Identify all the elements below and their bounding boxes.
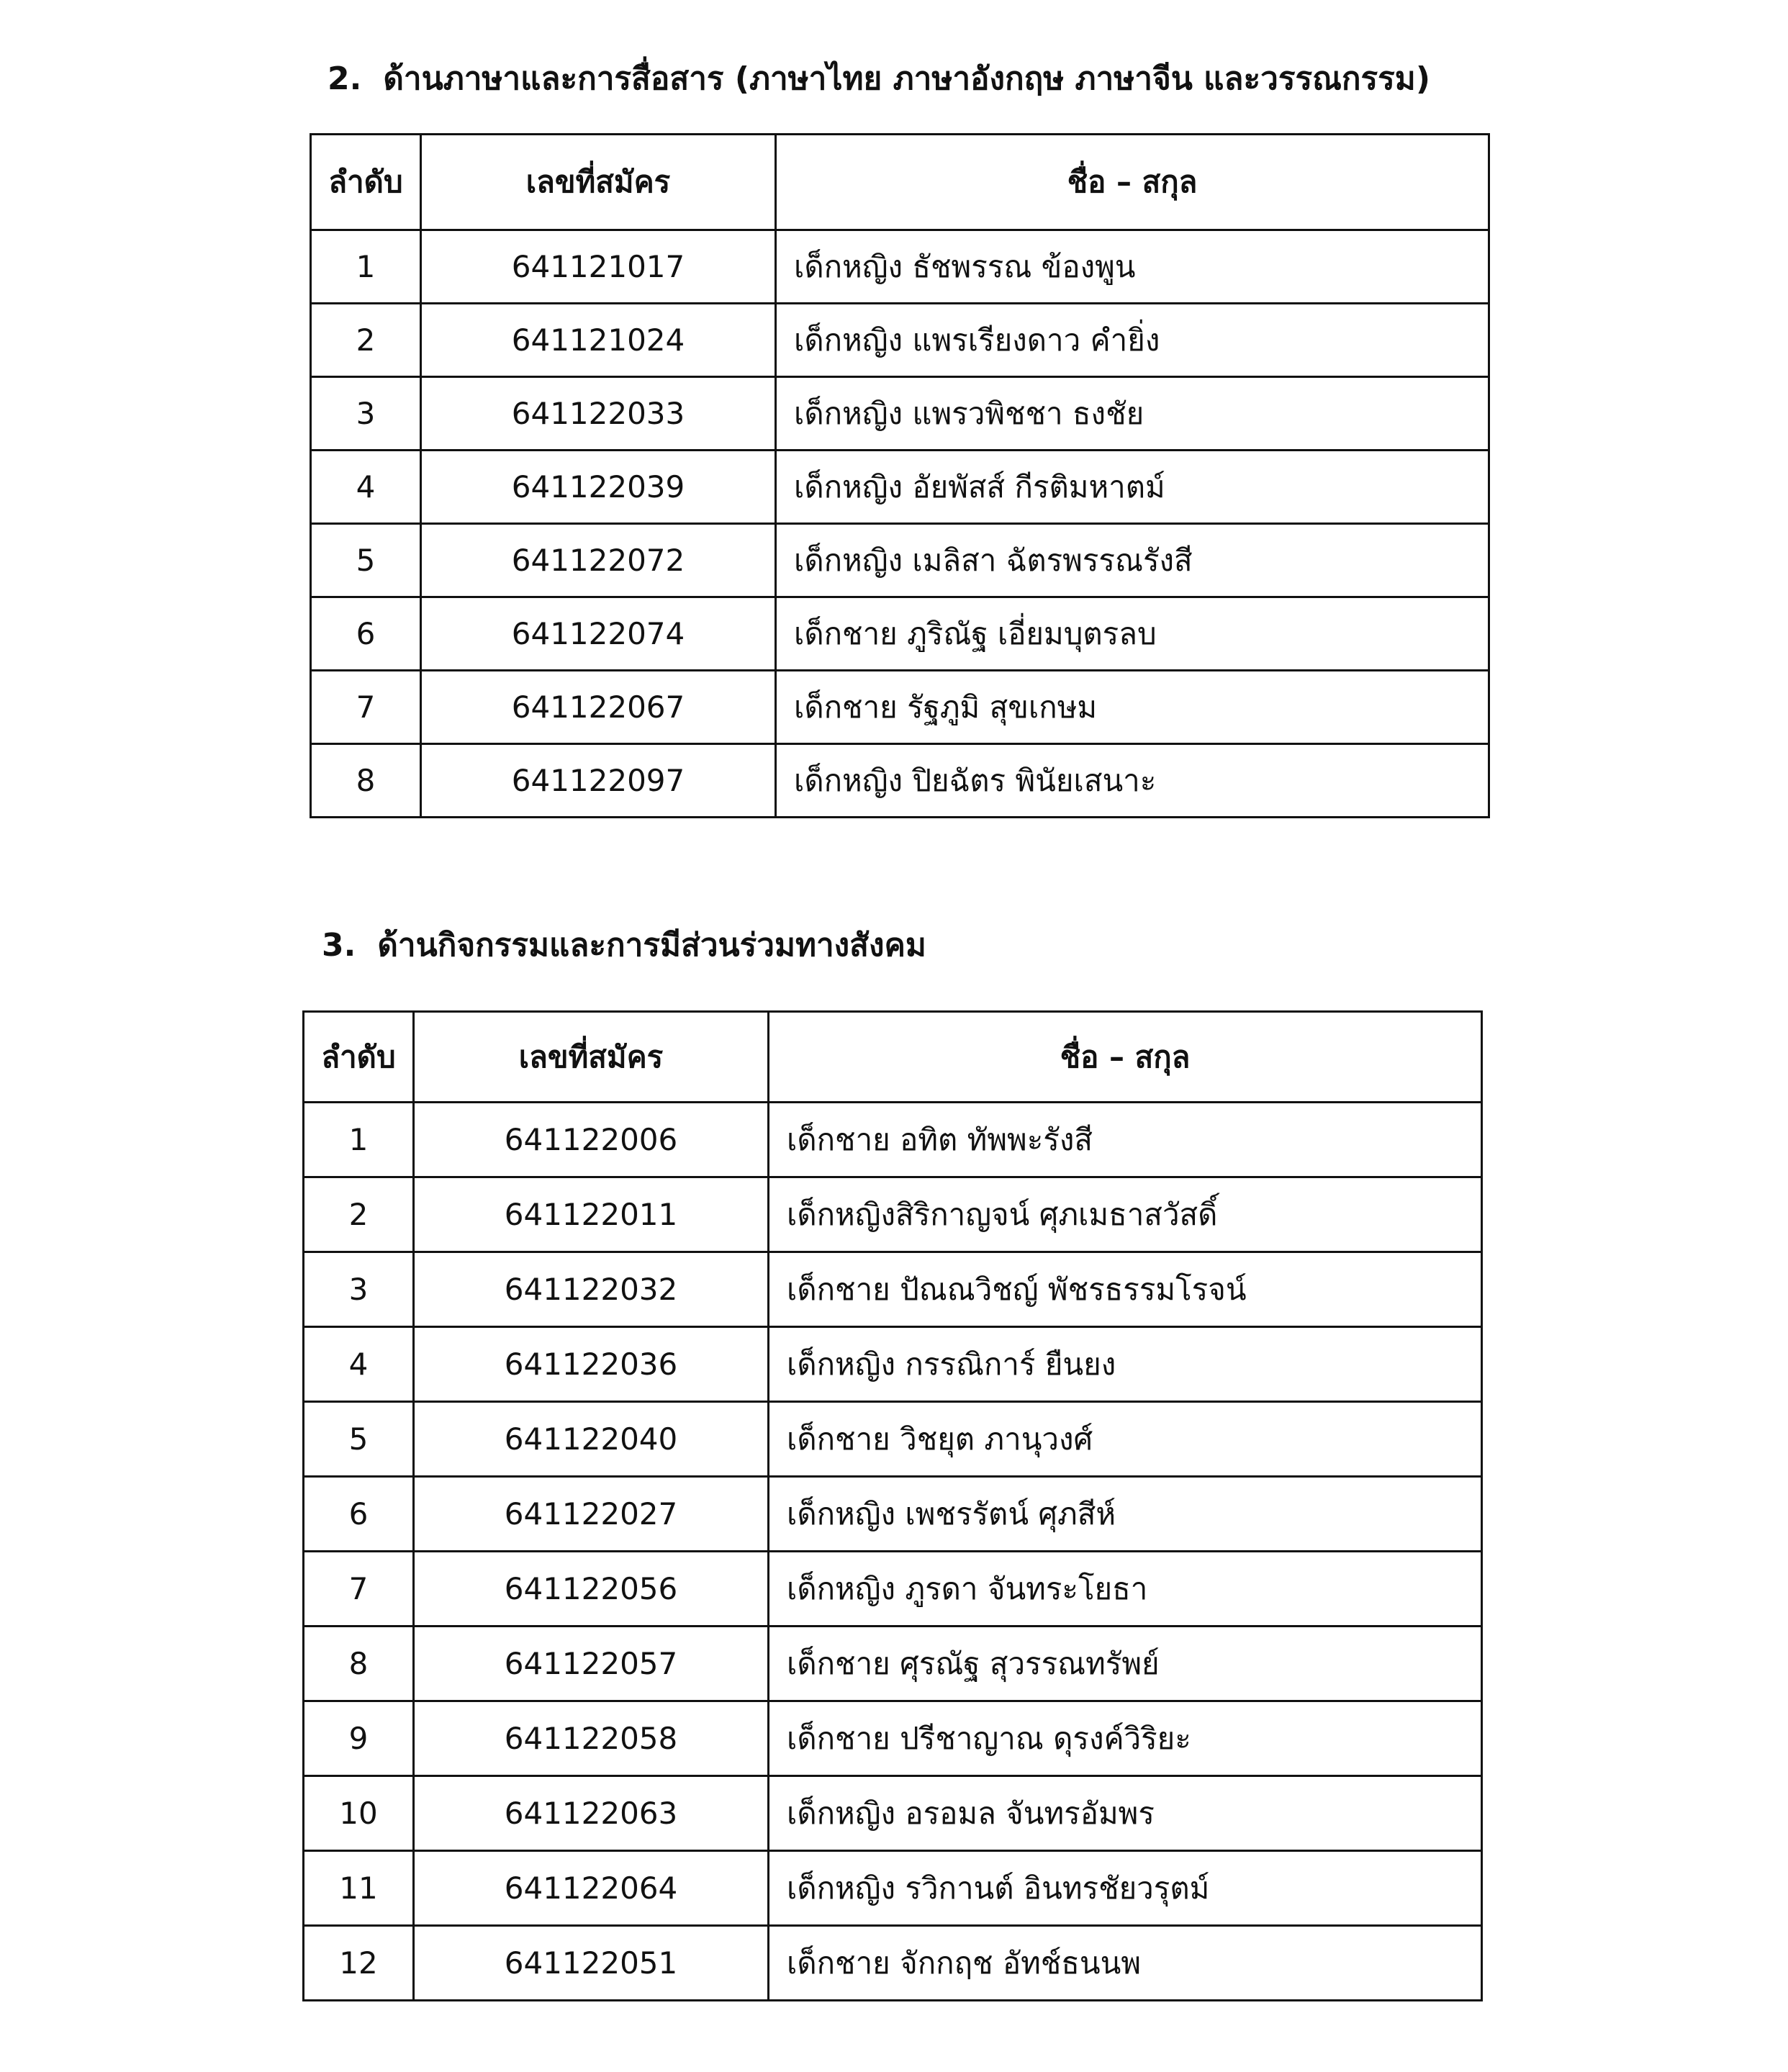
row-order-cell: 3	[311, 377, 421, 451]
table-row	[304, 1402, 1482, 1477]
row-order-cell: 1	[304, 1103, 414, 1177]
row-full-name-cell: เด็กหญิง เพชรรัตน์ ศุภสีห์	[769, 1477, 1482, 1552]
row-order-cell: 5	[304, 1402, 414, 1477]
row-order-cell: 10	[304, 1776, 414, 1851]
row-application-number-cell: 641122039	[421, 451, 776, 524]
row-full-name-cell: เด็กหญิงสิริกาญจน์ ศุภเมธาสวัสดิ์	[769, 1177, 1482, 1252]
row-full-name-cell: เด็กชาย อทิต ทัพพะรังสี	[769, 1103, 1482, 1177]
table-row	[304, 1627, 1482, 1701]
row-order-cell: 5	[311, 524, 421, 597]
section-2-number: 2.	[328, 60, 362, 97]
row-application-number-cell: 641121017	[421, 230, 776, 304]
row-full-name-cell: เด็กหญิง เมลิสา ฉัตรพรรณรังสี	[776, 524, 1489, 597]
row-full-name-cell: เด็กหญิง อรอมล จันทรอัมพร	[769, 1776, 1482, 1851]
row-full-name-cell: เด็กชาย ศุรณัฐ สุวรรณทรัพย์	[769, 1627, 1482, 1701]
row-order-cell: 8	[304, 1627, 414, 1701]
row-application-number-cell: 641122097	[421, 744, 776, 818]
row-application-number-cell: 641122027	[414, 1477, 769, 1552]
section-2-table	[310, 133, 1490, 818]
column-header-full-name: ชื่อ – สกุล	[769, 1012, 1482, 1103]
column-header-application-number: เลขที่สมัคร	[414, 1012, 769, 1103]
row-full-name-cell: เด็กหญิง แพรเรียงดาว คำยิ่ง	[776, 304, 1489, 377]
section-3-number: 3.	[322, 927, 356, 964]
row-application-number-cell: 641122064	[414, 1851, 769, 1926]
row-order-cell: 3	[304, 1252, 414, 1327]
row-application-number-cell: 641122058	[414, 1701, 769, 1776]
row-application-number-cell: 641122067	[421, 671, 776, 744]
table-row	[311, 597, 1489, 671]
row-order-cell: 7	[304, 1552, 414, 1627]
table-row	[304, 1552, 1482, 1627]
row-order-cell: 1	[311, 230, 421, 304]
table-row	[311, 230, 1489, 304]
table-row	[311, 744, 1489, 818]
section-3-title: ด้านกิจกรรมและการมีส่วนร่วมทางสังคม	[377, 927, 926, 964]
table-header-row	[304, 1012, 1482, 1103]
section-3-heading	[322, 927, 926, 964]
row-application-number-cell: 641122011	[414, 1177, 769, 1252]
row-application-number-cell: 641122072	[421, 524, 776, 597]
row-application-number-cell: 641122032	[414, 1252, 769, 1327]
row-application-number-cell: 641122051	[414, 1926, 769, 2001]
row-order-cell: 2	[311, 304, 421, 377]
section-2-title: ด้านภาษาและการสื่อสาร (ภาษาไทย ภาษาอังกฤษ ภาษาจีน และวรรณกรรม)	[383, 60, 1430, 97]
row-application-number-cell: 641122033	[421, 377, 776, 451]
table-row	[311, 377, 1489, 451]
row-order-cell: 11	[304, 1851, 414, 1926]
table-row	[311, 304, 1489, 377]
row-full-name-cell: เด็กหญิง กรรณิการ์ ยืนยง	[769, 1327, 1482, 1402]
row-order-cell: 9	[304, 1701, 414, 1776]
section-2-table-body	[311, 230, 1489, 818]
row-full-name-cell: เด็กหญิง อัยพัสส์ กีรติมหาตม์	[776, 451, 1489, 524]
row-full-name-cell: เด็กหญิง ธัชพรรณ ข้องพูน	[776, 230, 1489, 304]
row-full-name-cell: เด็กชาย วิชยุต ภานุวงศ์	[769, 1402, 1482, 1477]
row-application-number-cell: 641122056	[414, 1552, 769, 1627]
row-order-cell: 2	[304, 1177, 414, 1252]
row-full-name-cell: เด็กชาย รัฐภูมิ สุขเกษม	[776, 671, 1489, 744]
table-header-row	[311, 135, 1489, 230]
row-application-number-cell: 641122057	[414, 1627, 769, 1701]
row-application-number-cell: 641121024	[421, 304, 776, 377]
row-full-name-cell: เด็กหญิง แพรวพิชชา ธงชัย	[776, 377, 1489, 451]
section-3-table-body	[304, 1103, 1482, 2001]
column-header-full-name: ชื่อ – สกุล	[776, 135, 1489, 230]
row-order-cell: 4	[304, 1327, 414, 1402]
column-header-order: ลำดับ	[304, 1012, 414, 1103]
row-full-name-cell: เด็กชาย ภูริณัฐ เอี่ยมบุตรลบ	[776, 597, 1489, 671]
row-order-cell: 7	[311, 671, 421, 744]
row-application-number-cell: 641122006	[414, 1103, 769, 1177]
table-row	[304, 1103, 1482, 1177]
row-order-cell: 8	[311, 744, 421, 818]
section-2-heading	[328, 60, 1430, 97]
table-row	[304, 1327, 1482, 1402]
table-row	[304, 1851, 1482, 1926]
section-3-table	[302, 1010, 1483, 2001]
row-order-cell: 6	[304, 1477, 414, 1552]
table-row	[311, 671, 1489, 744]
table-row	[304, 1926, 1482, 2001]
row-full-name-cell: เด็กหญิง ปิยฉัตร พินัยเสนาะ	[776, 744, 1489, 818]
table-row	[304, 1701, 1482, 1776]
row-full-name-cell: เด็กชาย จักกฤช อัทช์ธนนพ	[769, 1926, 1482, 2001]
row-application-number-cell: 641122063	[414, 1776, 769, 1851]
row-application-number-cell: 641122074	[421, 597, 776, 671]
column-header-order: ลำดับ	[311, 135, 421, 230]
table-row	[311, 451, 1489, 524]
row-application-number-cell: 641122040	[414, 1402, 769, 1477]
row-full-name-cell: เด็กชาย ปรีชาญาณ ดุรงค์วิริยะ	[769, 1701, 1482, 1776]
row-order-cell: 12	[304, 1926, 414, 2001]
row-order-cell: 6	[311, 597, 421, 671]
table-row	[304, 1776, 1482, 1851]
column-header-application-number: เลขที่สมัคร	[421, 135, 776, 230]
row-order-cell: 4	[311, 451, 421, 524]
row-full-name-cell: เด็กหญิง รวิกานต์ อินทรชัยวรุตม์	[769, 1851, 1482, 1926]
row-application-number-cell: 641122036	[414, 1327, 769, 1402]
row-full-name-cell: เด็กหญิง ภูรดา จันทระโยธา	[769, 1552, 1482, 1627]
table-row	[304, 1477, 1482, 1552]
table-row	[311, 524, 1489, 597]
table-row	[304, 1177, 1482, 1252]
table-row	[304, 1252, 1482, 1327]
row-full-name-cell: เด็กชาย ปัณณวิชญ์ พัชรธรรมโรจน์	[769, 1252, 1482, 1327]
